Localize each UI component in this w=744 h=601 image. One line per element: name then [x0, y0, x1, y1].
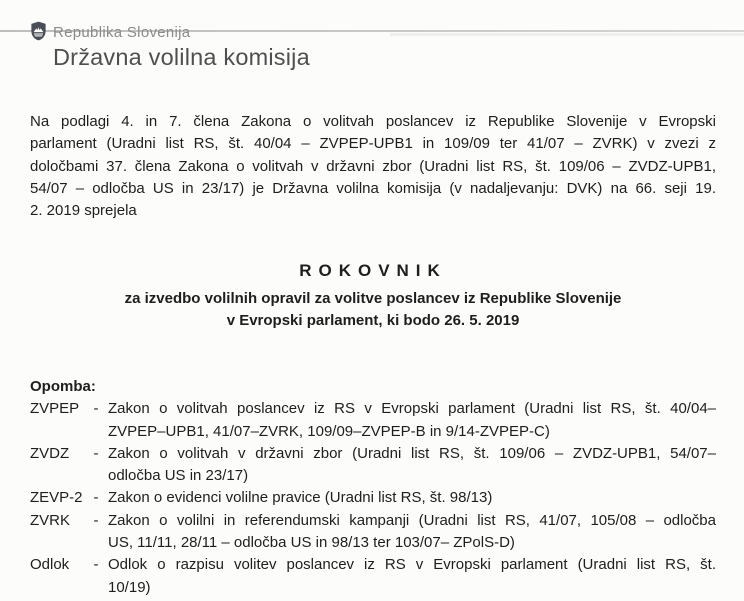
abbreviation-separator: - [93, 511, 99, 529]
republic-label: Republika Slovenija [53, 24, 191, 41]
abbreviation-row [30, 487, 716, 509]
abbreviations-heading: Opomba: [30, 378, 96, 395]
abbreviation-separator: - [93, 556, 99, 574]
header-rule-shadow [390, 33, 744, 36]
intro-line: določbami 37. člena Zakona o volitvah v državni zbor (Uradni list RS, št. 109/06 – ZVDZ-UPB1, [30, 157, 716, 175]
abbreviation-definition: Odlok o razpisu volitev poslancev iz RS v Evropski parlament (Uradni list RS, št. 10/19) [108, 556, 716, 596]
document-subtitle-line2: v Evropski parlament, ki bodo 26. 5. 2019 [226, 312, 520, 329]
abbreviation-separator: - [93, 400, 99, 418]
abbreviation-definition: Zakon o volitvah v državni zbor (Uradni list RS, št. 109/06 – ZVDZ-UPB1, 54/07– odločba US in 23/17) [108, 444, 716, 485]
abbreviation-separator: - [93, 489, 99, 507]
abbreviation-term: ZVRK [30, 511, 71, 529]
abbreviation-term: ZVPEP [30, 400, 80, 418]
intro-line: parlament (Uradni list RS, št. 40/04 – ZVPEP-UPB1 in 109/09 ter 41/07 – ZVRK) v zvezi z [30, 135, 716, 153]
abbreviations-section [30, 376, 716, 599]
title-block [30, 261, 716, 332]
abbreviation-term: ZEVP-2 [30, 489, 83, 507]
abbreviation-term: ZVDZ [30, 444, 70, 462]
abbreviation-definition: Zakon o volitvah poslancev iz RS v Evropski parlament (Uradni list RS, št. 40/04– ZVPEP–UPB1, 41/07–ZVRK, 109/09–ZVPEP-B in 9/14-ZVPEP-C) [108, 400, 716, 440]
abbreviation-definition: Zakon o evidenci volilne pravice (Uradni list RS, št. 98/13) [108, 489, 493, 507]
document-subtitle-line1: za izvedbo volilnih opravil za volitve poslancev iz Republike Slovenije [124, 290, 622, 307]
intro-paragraph [30, 111, 716, 222]
abbreviation-term: Odlok [30, 556, 70, 574]
slovenia-coat-of-arms-icon [31, 21, 46, 41]
intro-line: 2. 2019 sprejela [30, 202, 137, 220]
commission-title: Državna volilna komisija [53, 44, 310, 70]
abbreviation-separator: - [93, 444, 99, 462]
abbreviation-row [30, 398, 716, 443]
abbreviation-row [30, 443, 716, 488]
abbreviation-definition: Zakon o volilni in referendumski kampanji (Uradni list RS, 41/07, 105/08 – odločba US, 11/11, 28/11 – odločba US in 98/13 ter 103/07– ZPolS-D) [108, 511, 716, 552]
abbreviation-row [30, 554, 716, 599]
document-title: ROKOVNIK [299, 261, 447, 280]
abbreviation-row [30, 510, 716, 555]
intro-line: Na podlagi 4. in 7. člena Zakona o volitvah poslancev iz Republike Slovenije v Evropski [30, 113, 716, 130]
intro-line: 54/07 – odločba US in 23/17) je Državna volilna komisija (v nadaljevanju: DVK) na 66. seji 19. [30, 179, 716, 197]
